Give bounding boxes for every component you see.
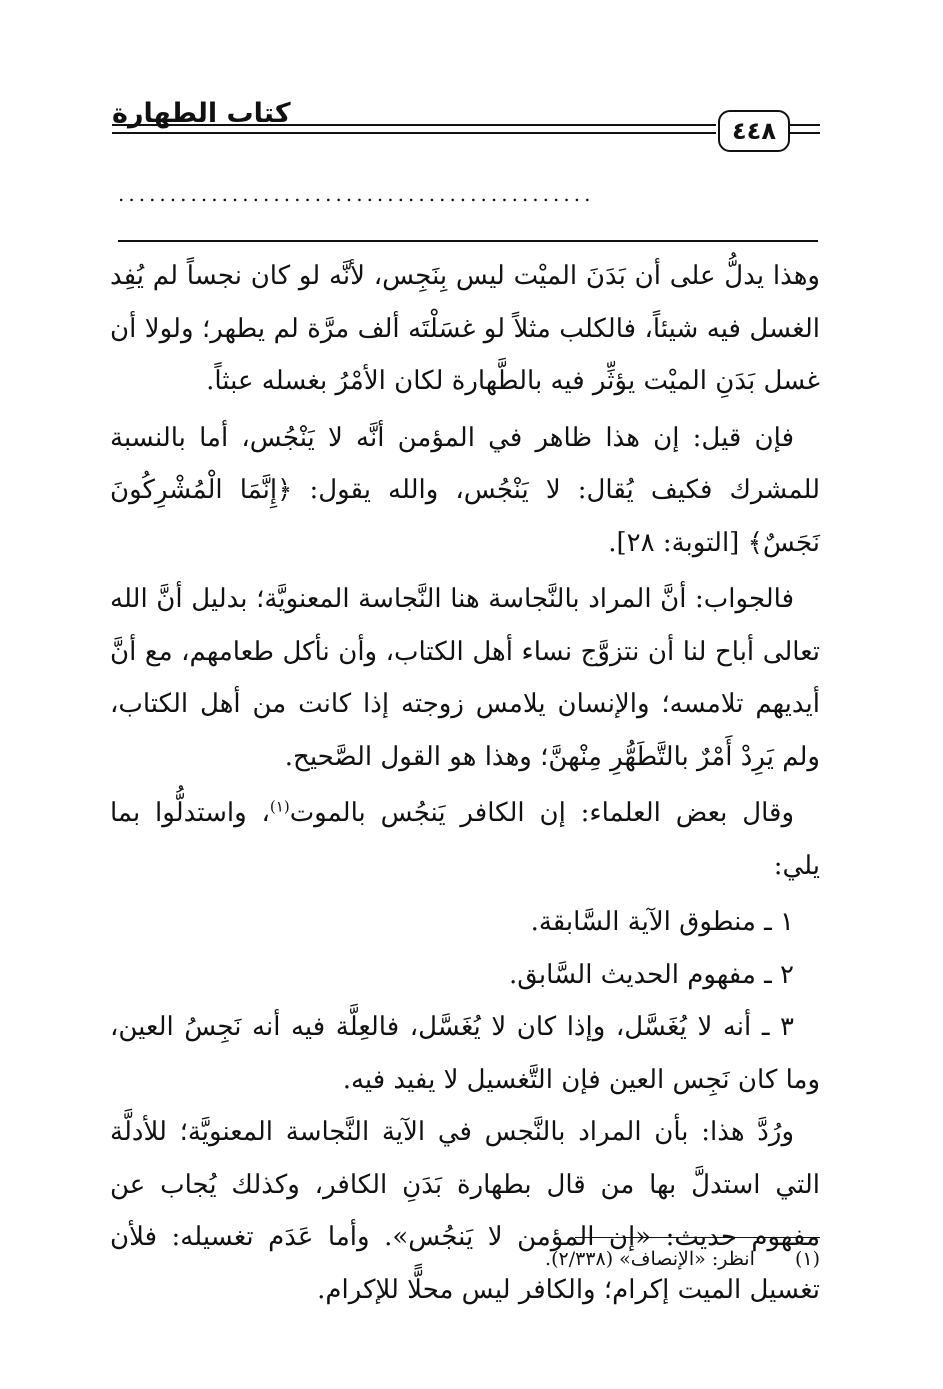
page-number: ٤٤٨ <box>718 110 790 152</box>
list-item-1: ١ ـ منطوق الآية السَّابقة. <box>530 907 794 937</box>
paragraph-4-text-b: ، واستدلُّوا بما يلي: <box>110 798 820 881</box>
footnote-text: انظر: «الإنصاف» (٢/٣٣٨). <box>545 1248 755 1270</box>
paragraph-4-text-a: وقال بعض العلماء: إن الكافر يَنجُس بالموت <box>289 798 794 828</box>
header-rule-left-top <box>112 124 716 126</box>
paragraph-3: فالجواب: أنَّ المراد بالنَّجاسة هنا النَّجاسة المعنويَّة؛ بدليل أنَّ الله تعالى أباح لنا أن نتزوَّج نساء أهل الكتاب، وأن نأكل طعامهم، مع أنَّ أيديهم تلامسه؛ والإنسان يلامس زوجته إذا كانت من أهل الكتاب، ولم يَرِدْ أَمْرٌ بالتَّطَهُّرِ مِنْهنَّ؛ وهذا هو القول الصَّحيح. <box>110 584 820 772</box>
section-rule <box>118 240 818 242</box>
dotted-separator: .............................................. <box>118 182 595 206</box>
paragraph-2: فإن قيل: إن هذا ظاهر في المؤمن أنَّه لا يَنْجُس، أما بالنسبة للمشرك فكيف يُقال: لا يَنْجُس، والله يقول: ﴿إِنَّمَا الْمُشْرِكُونَ نَجَسٌ﴾ [التوبة: ٢٨]. <box>110 422 820 558</box>
footnote-number: (١) <box>794 1248 820 1270</box>
page-header <box>0 0 943 160</box>
book-title: كتاب الطهارة <box>112 98 291 129</box>
list-item-2: ٢ ـ مفهوم الحديث السَّابق. <box>508 959 794 990</box>
paragraph-closing: ورُدَّ هذا: بأن المراد بالنَّجس في الآية النَّجاسة المعنويَّة؛ للأدلَّة التي استدلَّ بها من قال بطهارة بَدَنِ الكافر، وكذلك يُجاب عن مفهوم حديث: «إن المؤمن لا يَنجُس». وأما عَدَم تغسيله: فلأن تغسيل الميت إكرام؛ والكافر ليس محلًّا للإكرام. <box>110 1117 820 1305</box>
list-item-3: ٣ ـ أنه لا يُغَسَّل، وإذا كان لا يُغَسَّل، فالعِلَّة فيه أنه نَجِسُ العين، وما كان نَجِس العين فإن التَّغسيل لا يفيد فيه. <box>110 1012 820 1095</box>
header-rule-right-bottom <box>790 132 820 134</box>
header-rule-right-top <box>790 124 820 126</box>
header-rule-left-bottom <box>112 132 716 134</box>
paragraph-4 <box>110 787 820 892</box>
paragraph-1: وهذا يدلُّ على أن بَدَنَ الميْت ليس بِنَجِس، لأنَّه لو كان نجساً لم يُفِد الغسل فيه شيئاً، فالكلب مثلاً لو غسَلْتَه ألف مرَّة لم يطهر؛ ولولا أن غسل بَدَنِ الميْت يؤثِّر فيه بالطَّهارة لكان الأمْرُ بغسله عبثاً. <box>110 261 820 396</box>
footnote-rule <box>575 1237 820 1238</box>
main-text <box>110 250 820 1320</box>
footnote <box>300 1248 820 1270</box>
footnote-marker: (١) <box>269 797 290 816</box>
